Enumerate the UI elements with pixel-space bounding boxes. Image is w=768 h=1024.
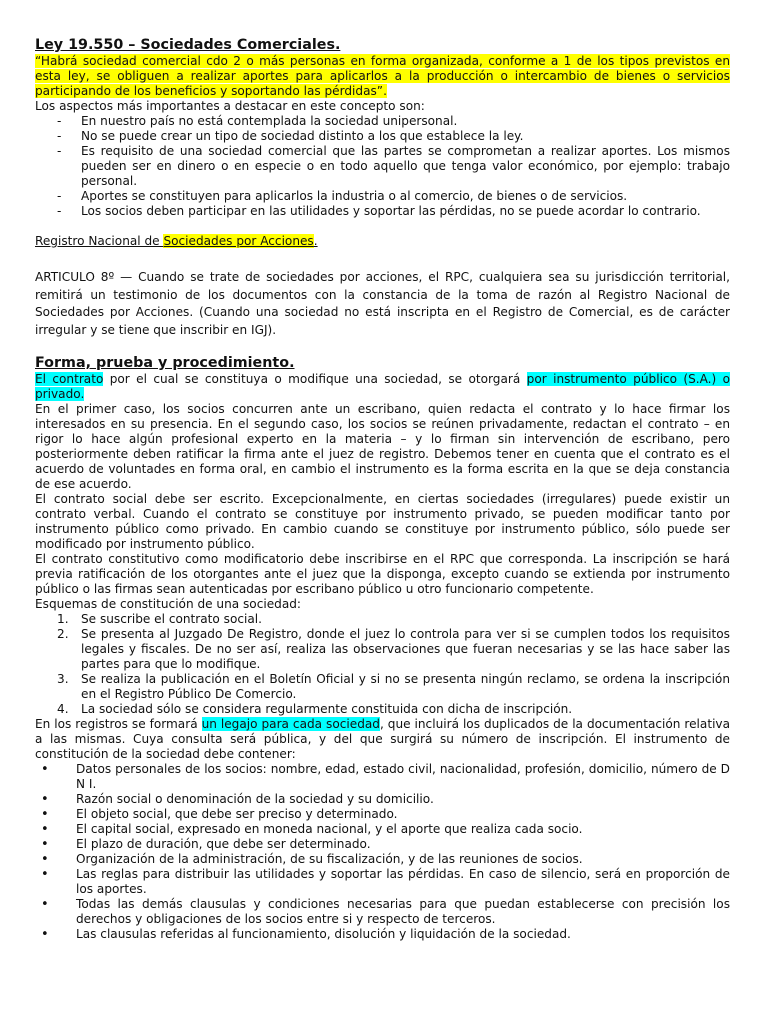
legajo-paragraph: En los registros se formará un legajo para cada sociedad, que incluirá los duplicados de la documentación relativa a las mismas. Cuya consulta será pública, y del que surgirá su número de inscripción. El instrumento de constitución de la sociedad debe contener: [35,717,730,761]
highlight-contrato: El contrato [35,372,104,386]
list-item: • Las clausulas referidas al funcionamiento, disolución y liquidación de la sociedad. [35,927,730,942]
articulo-8: ARTICULO 8º — Cuando se trate de sociedades por acciones, el RPC, cualquiera sea su jurisdicción territorial, remitirá un testimonio de los documentos con la constancia de la toma de razón al Registro Nacional de Sociedades por Acciones. (Cuando una sociedad no está inscripta en el Registro de Comercial, es de carácter irregular y se tiene que inscribir en IGJ). [35,270,730,337]
aspects-list [35,114,730,219]
list-item: • Organización de la administración, de su fiscalización, y de las reuniones de socios. [35,852,730,867]
esquemas-intro: Esquemas de constitución de una sociedad: [35,597,301,611]
list-item: 3. Se realiza la publicación en el Boletín Oficial y si no se presenta ningún reclamo, se ordena la inscripción en el Registro Público De Comercio. [57,672,730,701]
steps-list [35,612,730,717]
heading-forma: Forma, prueba y procedimiento. [35,355,295,371]
highlight-quote: “Habrá sociedad comercial cdo 2 o más personas en forma organizada, conforme a 1 de los tipos previstos en esta ley, se obliguen a realizar aportes para aplicarlos a la producción o intercambio de bienes o servicios participando de los beneficios y soportando las pérdidas”. [35,54,730,98]
paragraph: El contrato constitutivo como modificatorio debe inscribirse en el RPC que corresponda. La inscripción se hará previa ratificación de los otorgantes ante el juez que la disponga, excepto cuando se extienda por instrumento público o las firmas sean autenticadas por escribano público u otro funcionario competente. [35,552,730,596]
list-item: - En nuestro país no está contemplada la sociedad unipersonal. [35,114,730,129]
list-item: • Las reglas para distribuir las utilidades y soportar las pérdidas. En caso de silencio, será en proporción de los aportes. [35,867,730,897]
list-item: • El objeto social, que debe ser preciso y determinado. [35,807,730,822]
list-item: • El plazo de duración, que debe ser determinado. [35,837,730,852]
list-item: • Todas las demás clausulas y condiciones necesarias para que puedan establecerse con precisión los derechos y obligaciones de los socios entre si y respecto de terceros. [35,897,730,927]
list-item: • Datos personales de los socios: nombre, edad, estado civil, nacionalidad, profesión, domicilio, número de D N I. [35,762,730,792]
highlight-sociedades: Sociedades por Acciones [163,234,314,248]
list-item: • El capital social, expresado en moneda nacional, y el aporte que realiza cada socio. [35,822,730,837]
paragraph: En el primer caso, los socios concurren ante un escribano, quien redacta el contrato y lo hace firmar los interesados en su presencia. En el segundo caso, los socios se reúnen privadamente, redactan el contrato – en rigor lo hace algún profesional experto en la materia – y lo firman sin intervención de escribano, pero posteriormente deben ratificar la firma ante el juez de registro. Debemos tener en cuenta que el contrato es el acuerdo de voluntades en forma oral, en cambio el instrumento es la forma escrita en la que se deja constancia de ese acuerdo. [35,402,730,491]
list-item: - Los socios deben participar en las utilidades y soportar las pérdidas, no se puede acordar lo contrario. [35,204,730,219]
registro-heading: Registro Nacional de Sociedades por Acciones. [35,234,318,248]
paragraph: El contrato social debe ser escrito. Excepcionalmente, en ciertas sociedades (irregulares) puede existir un contrato verbal. Cuando el contrato se constituye por instrumento privado, se pueden modificar tanto por instrumento público como privado. En cambio cuando se constituye por instrumento público, sólo puede ser modificado por instrumento público. [35,492,730,551]
list-item: - Aportes se constituyen para aplicarlos la industria o al comercio, de bienes o de servicios. [35,189,730,204]
list-item: - Es requisito de una sociedad comercial que las partes se comprometan a realizar aportes. Los mismos pueden ser en dinero o en especie o en todo aquello que tenga valor económico, por ejemplo: trabajo personal. [35,144,730,189]
contents-list [35,762,730,942]
list-item: 1. Se suscribe el contrato social. [57,612,262,626]
list-item: - No se puede crear un tipo de sociedad distinto a los que establece la ley. [35,129,730,144]
highlight-legajo: un legajo para cada sociedad [201,717,380,731]
list-item: 2. Se presenta al Juzgado De Registro, donde el juez lo controla para ver si se cumplen todos los requisitos legales y fiscales. De no ser así, realiza las observaciones que fueran necesarias y se las hace saber las partes para que lo modifique. [57,627,730,671]
list-item: • Razón social o denominación de la sociedad y su domicilio. [35,792,730,807]
definition-quote [35,54,730,99]
heading-ley: Ley 19.550 – Sociedades Comerciales. [35,37,341,53]
contrato-paragraph: El contrato por el cual se constituya o modifique una sociedad, se otorgará por instrumento público (S.A.) o privado. [35,372,730,401]
list-item: 4. La sociedad sólo se considera regularmente constituida con dicha de inscripción. [57,702,573,716]
aspects-intro: Los aspectos más importantes a destacar en este concepto son: [35,99,425,113]
highlight-instrumento: por instrumento público (S.A.) o privado. [35,372,730,401]
